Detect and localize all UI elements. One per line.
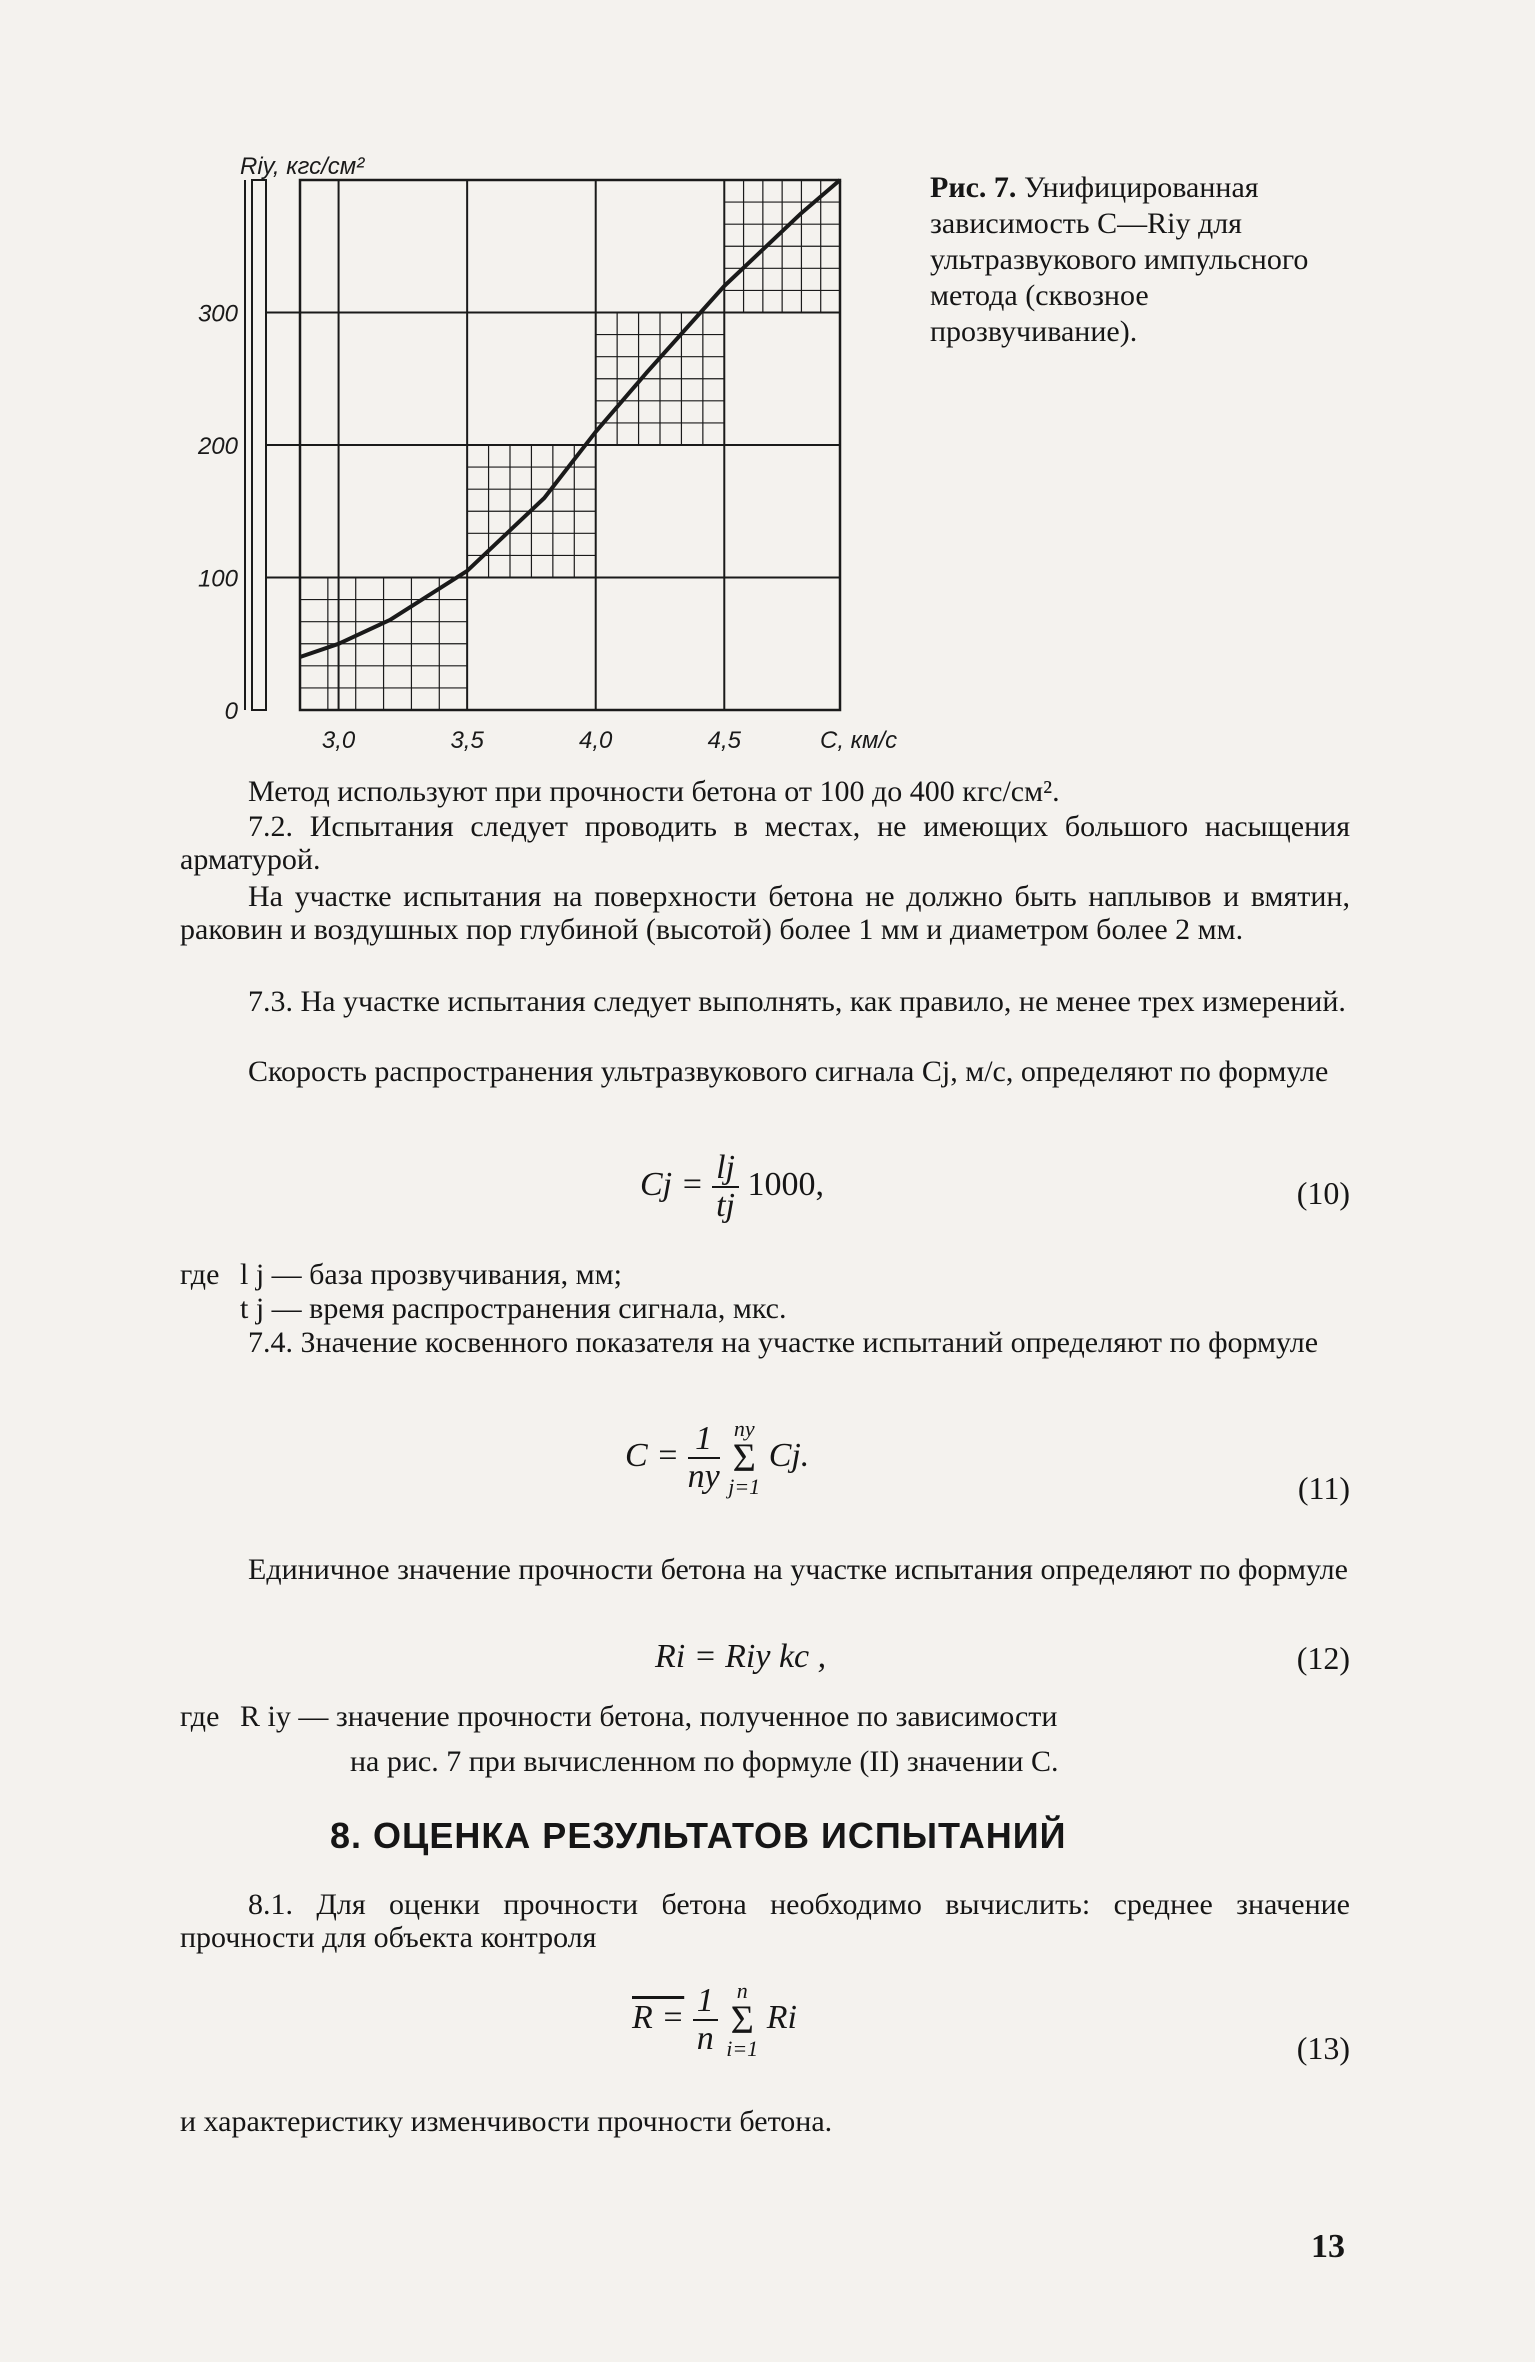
formula-13-fraction xyxy=(693,1983,718,2057)
paragraph-speed-intro: Скорость распространения ультразвукового сигнала Cj, м/с, определяют по формуле xyxy=(248,1055,1329,1088)
formula-12: Ri = Riу kc , xyxy=(655,1638,827,1675)
formula-10-numerator: lj xyxy=(712,1150,739,1188)
paragraph-unit-strength: Единичное значение прочности бетона на участке испытания определяют по формуле xyxy=(248,1553,1348,1586)
formula-13-left: R = xyxy=(632,1998,685,2036)
paragraph-variability: и характеристику изменчивости прочности бетона. xyxy=(180,2105,833,2138)
where-label-1: где xyxy=(180,1258,220,1291)
formula-11-right: Cj. xyxy=(768,1436,810,1474)
formula-13-denominator: n xyxy=(696,2020,714,2057)
paragraph-7-4: 7.4. Значение косвенного показателя на участке испытаний определяют по формуле xyxy=(248,1326,1319,1359)
figure-7 xyxy=(197,153,898,760)
y-tick-label-200: 200 xyxy=(197,433,238,460)
formula-10-right: 1000, xyxy=(747,1165,824,1203)
formula-11-numerator: 1 xyxy=(688,1421,720,1459)
formula-13-right: Ri xyxy=(766,1998,797,2036)
where-item-tj: t j — время распространения сигнала, мкс. xyxy=(240,1292,787,1325)
formula-13-numerator: 1 xyxy=(693,1983,718,2021)
x-axis-label: C, км/с xyxy=(820,727,898,754)
formula-13-sum-top: n xyxy=(736,1978,748,2003)
formula-11 xyxy=(625,1418,809,1498)
formula-10-number: (10) xyxy=(1296,1175,1350,1211)
formula-13-sigma: Σ xyxy=(730,1997,754,2042)
formula-13-sum-bottom: i=1 xyxy=(726,2036,759,2061)
formula-11-sum-top: nу xyxy=(733,1416,755,1441)
formula-11-denominator: nу xyxy=(687,1458,720,1495)
formula-10-denominator: tj xyxy=(716,1187,735,1224)
paragraph-7-3: 7.3. На участке испытания следует выполнять, как правило, не менее трех измерений. xyxy=(248,985,1346,1018)
paragraph-8-1: 8.1. Для оценки прочности бетона необходимо вычислить: среднее значение прочности для объекта контроля xyxy=(180,1888,1350,1954)
series-line-c-riy xyxy=(300,180,840,657)
section-8-title: 8. ОЦЕНКА РЕЗУЛЬТАТОВ ИСПЫТАНИЙ xyxy=(330,1815,1067,1856)
y-axis-label: Riy, кгс/см² xyxy=(240,153,365,180)
formula-11-left: C = xyxy=(625,1436,680,1474)
page-number: 13 xyxy=(1311,2228,1345,2265)
formula-11-number: (11) xyxy=(1297,1470,1350,1506)
y-tick-label-100: 100 xyxy=(197,565,238,593)
x-tick-label-2: 4,0 xyxy=(579,727,613,754)
formula-11-fraction xyxy=(688,1421,720,1495)
formula-10-left: Cj = xyxy=(640,1165,704,1203)
paragraph-7-2: 7.2. Испытания следует проводить в местах, не имеющих большого насыщения арматурой. xyxy=(180,810,1350,876)
x-tick-label-0: 3,0 xyxy=(321,727,356,754)
formula-11-sum-bottom: j=1 xyxy=(728,1474,761,1499)
formula-10 xyxy=(640,1150,824,1224)
formula-13-sum xyxy=(726,1980,758,2060)
formula-10-fraction xyxy=(712,1150,739,1224)
paragraph-surface-requirements: На участке испытания на поверхности бетона не должно быть наплывов и вмятин, раковин и воздушных пор глубиной (высотой) более 1 мм и диаметром более 2 мм. xyxy=(180,880,1350,946)
where-label-2: где xyxy=(180,1700,220,1733)
paragraph-method-range: Метод используют при прочности бетона от 100 до 400 кгс/см². xyxy=(248,775,1060,808)
x-tick-label-1: 3,5 xyxy=(450,727,484,754)
y-tick-label-0: 0 xyxy=(224,698,238,725)
formula-13-number: (13) xyxy=(1296,2030,1350,2066)
formula-11-sum xyxy=(728,1418,760,1498)
formula-11-sigma: Σ xyxy=(732,1435,756,1480)
where-item-lj: l j — база прозвучивания, мм; xyxy=(240,1258,622,1291)
figure-caption xyxy=(930,170,1350,350)
caption-text: Унифицированная зависимость C—Riy для ультразвукового импульсного метода (сквозное прозвучивание). xyxy=(930,171,1309,348)
y-axis-bracket xyxy=(252,180,266,710)
caption-label: Рис. 7. xyxy=(930,171,1017,204)
chart xyxy=(197,153,898,760)
formula-12-number: (12) xyxy=(1296,1640,1350,1676)
y-tick-label-300: 300 xyxy=(197,300,238,328)
formula-13 xyxy=(632,1980,797,2060)
where-item-riy-continued: на рис. 7 при вычисленном по формуле (II) значении C. xyxy=(350,1745,1059,1778)
where-item-riy: R iу — значение прочности бетона, полученное по зависимости xyxy=(240,1700,1058,1733)
x-tick-label-3: 4,5 xyxy=(707,727,741,754)
